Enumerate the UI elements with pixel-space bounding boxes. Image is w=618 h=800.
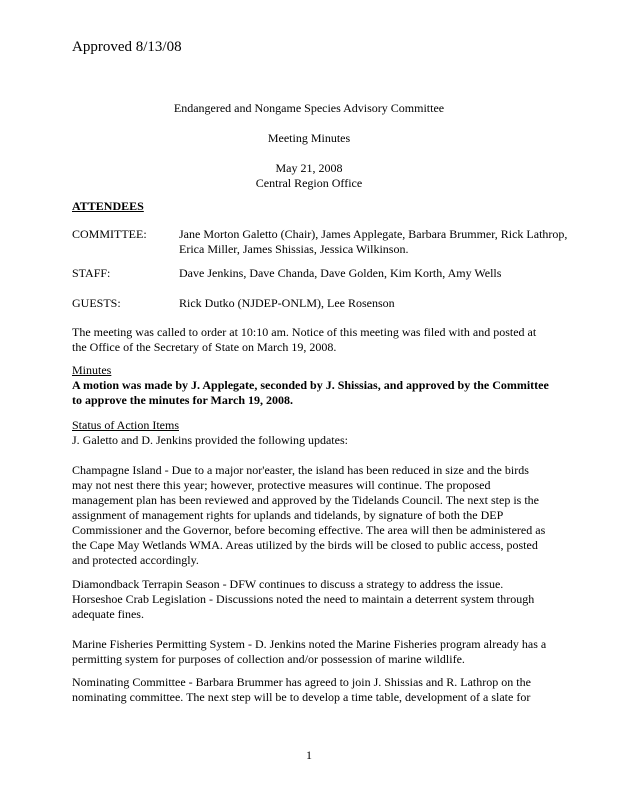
committee-name: Endangered and Nongame Species Advisory Committee: [173, 101, 445, 115]
terrapin-item: Diamondback Terrapin Season - DFW continues to discuss a strategy to address the issue.: [72, 577, 504, 591]
committee-members: Jane Morton Galetto (Chair), James Applegate, Barbara Brummer, Rick Lathrop, Erica Miller, James Shissias, Jessica Wilkinson.: [179, 227, 568, 256]
guests-names: Rick Dutko (NJDEP-ONLM), Lee Rosenson: [179, 296, 395, 310]
minutes-heading: Minutes: [72, 363, 112, 377]
nominating-committee-item: Nominating Committee - Barbara Brummer has agreed to join J. Shissias and R. Lathrop on the nominating committee. The next step will be to develop a time table, development of a slate for: [72, 675, 531, 704]
status-intro: J. Galetto and D. Jenkins provided the following updates:: [72, 433, 348, 447]
horseshoe-crab-item: Horseshoe Crab Legislation - Discussions noted the need to maintain a deterrent system through adequate fines.: [72, 592, 535, 621]
committee-label: COMMITTEE:: [72, 227, 147, 241]
meeting-date: May 21, 2008: [275, 161, 343, 175]
champagne-island-item: Champagne Island - Due to a major nor'easter, the island has been reduced in size and the birds may not nest there this year; however, protective measures will continue. The proposed management plan has been reviewed and approved by the Tidelands Council. The next step is the assignment of management rights for uplands and tidelands, by signature of both the DEP Commissioner and the Governor, before becoming effective. The area will then be administered as the Cape May Wetlands WMA. Areas utilized by the birds will be closed to public access, posted and protected accordingly.: [72, 463, 546, 567]
staff-members: Dave Jenkins, Dave Chanda, Dave Golden, Kim Korth, Amy Wells: [179, 266, 502, 280]
document-title: Meeting Minutes: [267, 131, 351, 145]
staff-label: STAFF:: [72, 266, 111, 280]
call-to-order-paragraph: The meeting was called to order at 10:10 am. Notice of this meeting was filed with and posted at the Office of the Secretary of State on March 19, 2008.: [72, 325, 537, 354]
guests-label: GUESTS:: [72, 296, 121, 310]
attendees-heading: ATTENDEES: [72, 199, 144, 213]
minutes-motion: A motion was made by J. Applegate, seconded by J. Shissias, and approved by the Committee to approve the minutes for March 19, 2008.: [72, 378, 549, 407]
meeting-location: Central Region Office: [255, 176, 363, 190]
attendees-guests-row: [72, 296, 572, 311]
status-heading: Status of Action Items: [72, 418, 179, 432]
marine-fisheries-item: Marine Fisheries Permitting System - D. Jenkins noted the Marine Fisheries program already has a permitting system for purposes of collection and/or possession of marine wildlife.: [72, 637, 547, 666]
attendees-committee-row: [72, 227, 572, 257]
approval-stamp: Approved 8/13/08: [72, 39, 182, 55]
attendees-staff-row: [72, 266, 572, 281]
page-number: 1: [306, 748, 312, 762]
